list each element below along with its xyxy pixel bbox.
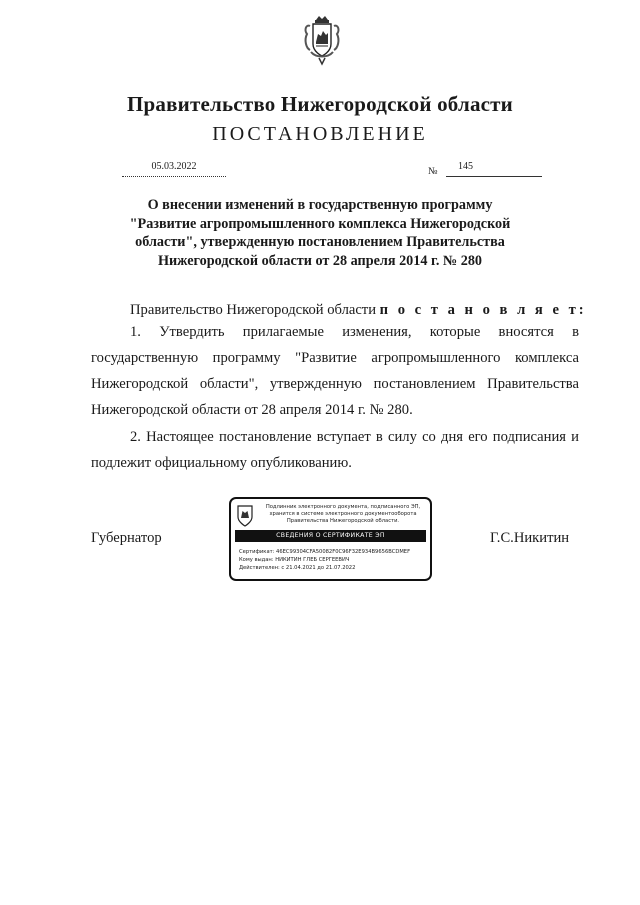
date-underline [122, 176, 226, 177]
stamp-certificate-owner: Кому выдан: НИКИТИН ГЛЕБ СЕРГЕЕВИЧ [239, 557, 350, 563]
subject-line: области", утвержденную постановлением Правительства [135, 234, 505, 250]
stamp-notice-line: хранится в системе электронного документооборота [269, 511, 417, 517]
resolution-item-1: 1. Утвердить прилагаемые изменения, которые вносятся в государственную программу "Развитие агропромышленного комплекса Нижегородской области", утвержденную постановлением Правительства Нижегородской области от 28 апреля 2014 г. № 280. [91, 324, 579, 418]
subject-line: "Развитие агропромышленного комплекса Нижегородской [129, 215, 511, 232]
resolution-item-2: 2. Настоящее постановление вступает в силу со дня его подписания и подлежит официальному опубликованию. [91, 429, 579, 471]
stamp-certificate-header: СВЕДЕНИЯ О СЕРТИФИКАТЕ ЭП [235, 530, 426, 542]
stamp-notice-line: Правительства Нижегородской области. [286, 518, 400, 524]
government-title: Правительство Нижегородской области [127, 92, 513, 116]
stamp-notice [258, 504, 428, 525]
subject-line: Нижегородской области от 28 апреля 2014 г. № 280 [157, 252, 483, 269]
document-type: ПОСТАНОВЛЕНИЕ [212, 123, 428, 145]
signatory-name: Г.С.Никитин [490, 530, 570, 546]
preamble-resolves: п о с т а н о в л я е т: [379, 302, 587, 318]
number-sign: № [428, 166, 438, 177]
subject-line: О внесении изменений в государственную программу [147, 197, 493, 213]
stamp-certificate-validity: Действителен: с 21.04.2021 до 21.07.2022 [239, 565, 356, 571]
document-subject [110, 196, 530, 270]
coat-of-arms-icon [302, 14, 342, 66]
document-date: 05.03.2022 [151, 161, 197, 172]
preamble-text: Правительство Нижегородской области [130, 302, 380, 318]
stamp-coat-of-arms-icon [236, 504, 254, 528]
stamp-certificate-id: Сертификат: 46EC99304CFA50082F0C96F32E934B9656BCDMEF [239, 549, 411, 555]
document-number: 145 [458, 161, 473, 172]
electronic-signature-stamp [229, 497, 432, 581]
signatory-role: Губернатор [91, 530, 162, 546]
number-underline [446, 176, 542, 177]
stamp-notice-line: Подлинник электронного документа, подписанного ЭП, [265, 504, 421, 510]
